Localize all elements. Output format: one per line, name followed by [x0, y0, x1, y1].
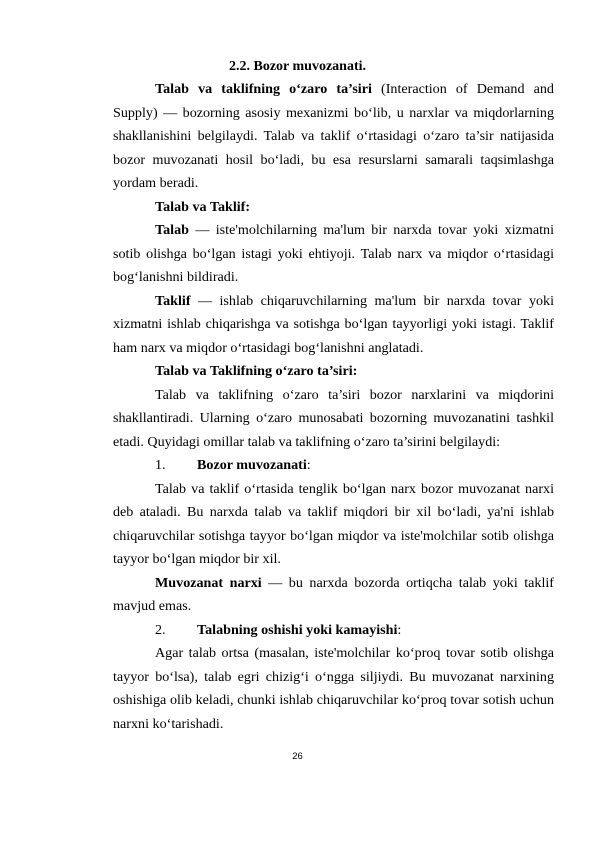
list-item-colon: :	[306, 457, 311, 473]
paragraph-interaction	[113, 78, 554, 196]
paragraph-supply	[113, 290, 554, 361]
subheading-demand-supply: Talab va Taklif:	[155, 198, 251, 215]
paragraph-text: — iste'molchilarning ma'lum bir narxda tovar yoki xizmatni sotib olishga bo‘lgan istagi yoki ehtiyoji. Talab narx va miqdor o‘rtasidagi bog‘lanishni bildiradi.	[113, 222, 554, 285]
list-item-text	[197, 619, 401, 643]
list-item-colon: :	[397, 621, 402, 638]
list-item-equilibrium	[113, 454, 554, 478]
list-item-title: Talabning oshishi yoki kamayishi	[197, 621, 398, 638]
paragraph-equilibrium-definition	[113, 572, 554, 619]
paragraph-demand	[113, 219, 554, 290]
section-heading: 2.2. Bozor muvozanati.	[228, 59, 366, 74]
list-item-text	[197, 454, 311, 478]
list-item-title: Bozor muvozanati	[197, 457, 307, 473]
paragraph-demand-shift: Agar talab ortsa (masalan, iste'molchilar ko‘proq tovar sotib olishga tayyor bo‘lsa), talab egri chizig‘i o‘ngga siljiydi. Bu muvozanat narxining oshishiga olib keladi, chunki ishlab chiqaruvchilar ko‘proq tovar sotish uchun narxni ko‘tarishadi.	[113, 645, 554, 732]
term-interaction: Talab va taklifning o‘zaro ta’siri	[155, 81, 372, 97]
subheading-interaction: Talab va Taklifning o‘zaro ta’siri:	[155, 363, 358, 379]
document-body	[113, 78, 554, 736]
paragraph-factors: Talab va taklifning o‘zaro ta’siri bozor narxlarini va miqdorini shakllantiradi. Ularning o‘zaro munosabati bozorning muvozanatini tashkil etadi. Quyidagi omillar talab va taklifning o‘zaro ta’sirini belgilaydi:	[113, 386, 554, 450]
list-number: 2.	[155, 621, 166, 638]
term-demand: Talab	[155, 222, 189, 238]
term-equilibrium-price: Muvozanat narxi	[155, 574, 262, 591]
list-item-demand-change	[113, 619, 554, 643]
paragraph-equilibrium-price: Talab va taklif o‘rtasida tenglik bo‘lgan narx bozor muvozanat narxi deb ataladi. Bu narxda talab va taklif miqdori bir xil bo‘ladi, ya'ni ishlab chiqaruvchilar sotishga tayyor bo‘lgan miqdor va iste'molchilar sotib olishga tayyor bo‘lgan miqdor bir xil.	[113, 480, 554, 567]
paragraph-text: — ishlab chiqaruvchilarning ma'lum bir narxda tovar yoki xizmatni ishlab chiqarishga va sotishga bo‘lgan tayyorligi yoki istagi. Taklif ham narx va miqdor o‘rtasidagi bog‘lanishni anglatadi.	[113, 292, 554, 356]
list-number: 1.	[155, 457, 166, 473]
page-number: 26	[292, 751, 303, 762]
paragraph-text: (Interaction of Demand and Supply) — bozorning asosiy mexanizmi bo‘lib, u narxlar va miqdorlarning shakllanishini belgilaydi. Talab va taklif o‘rtasidagi o‘zaro ta’sir natijasida bozor muvozanati hosil bo‘ladi, bu esa resurslarni samarali taqsimlashga yordam beradi.	[113, 81, 554, 191]
paragraph-text: — bu narxda bozorda ortiqcha talab yoki taklif mavjud emas.	[113, 574, 554, 614]
term-supply: Taklif	[155, 292, 191, 309]
